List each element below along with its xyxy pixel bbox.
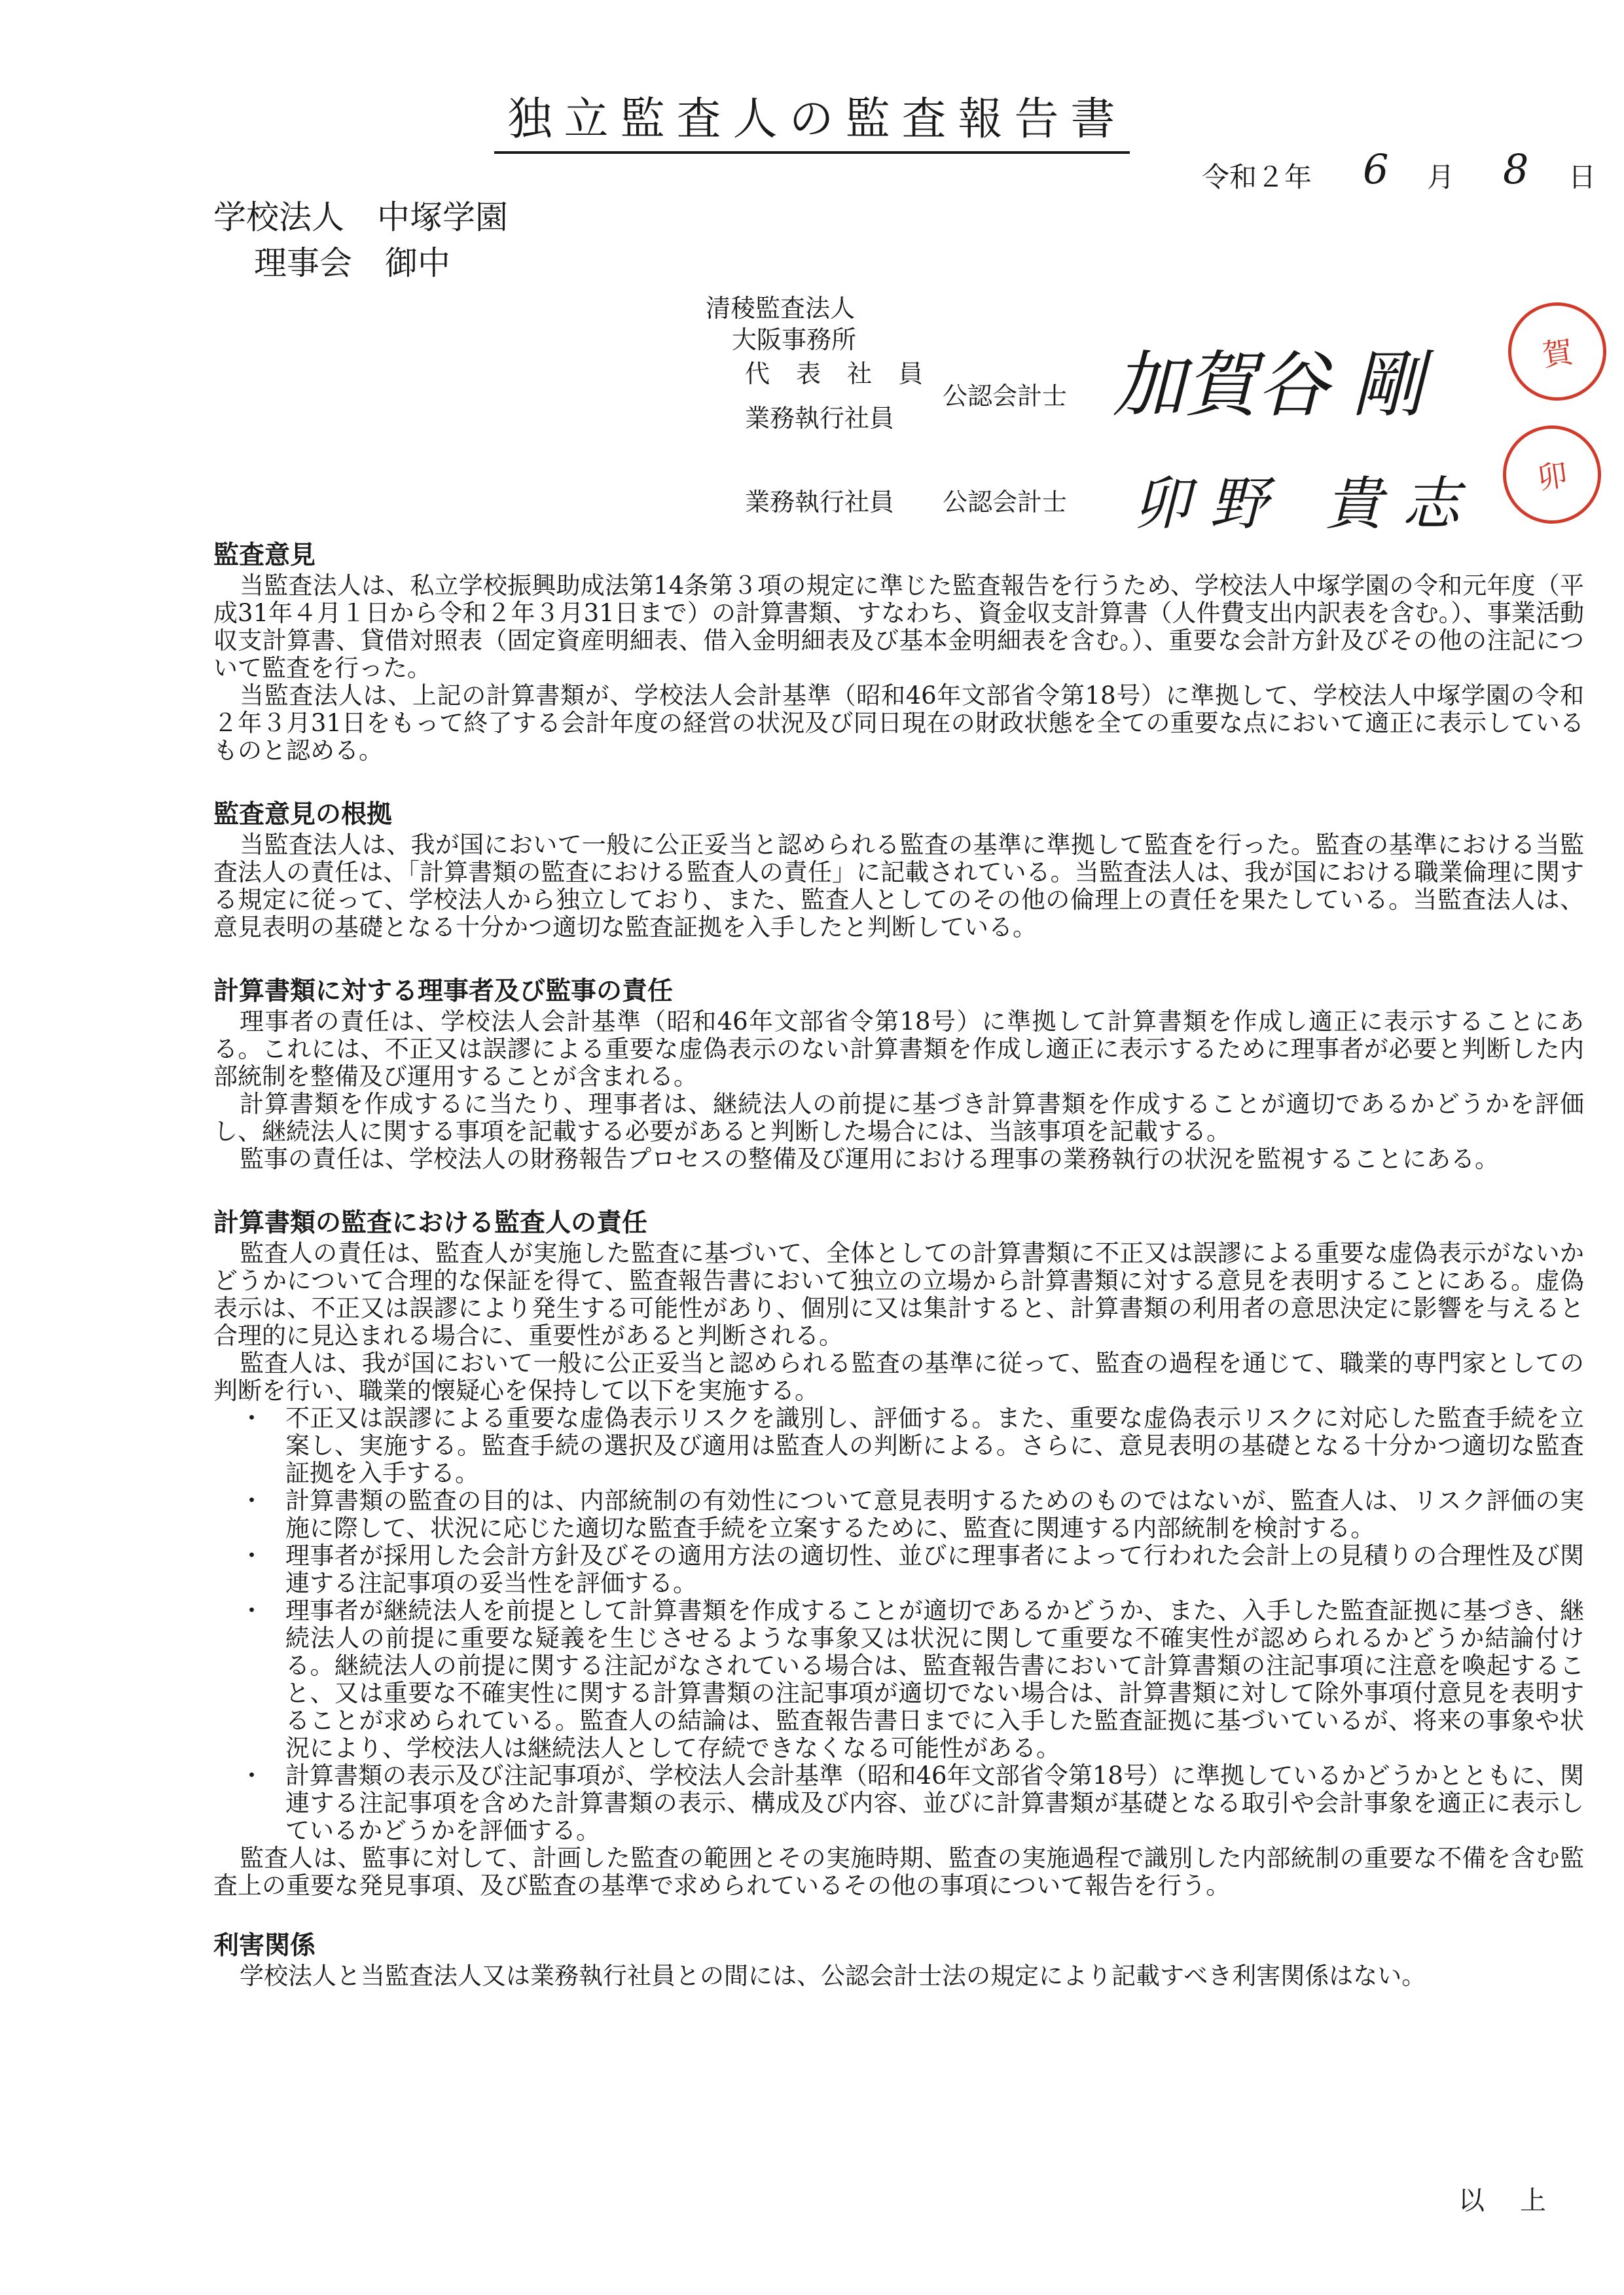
personal-seal-1: 賀 (1502, 296, 1612, 407)
spacer (213, 1900, 1584, 1930)
signature-uno: 卯野 貴志 (1132, 470, 1479, 537)
responsibility-paragraph-1: 理事者の責任は、学校法人会計基準（昭和46年文部省令第18号）に準拠して計算書類を作成し適正に表示することにある。これには、不正又は誤謬による重要な虚偽表示のない計算書類を作成し適正に表示するために理事者が必要と判断した内部統制を整備及び運用することが含まれる。 (213, 1007, 1584, 1091)
heading-basis: 監査意見の根拠 (213, 800, 393, 829)
addressee-org: 学校法人 中塚学園 (213, 198, 508, 236)
heading-interest: 利害関係 (213, 1931, 316, 1961)
addressee-board: 理事会 御中 (254, 244, 450, 282)
auditor-bullet-5: ・ 計算書類の表示及び注記事項が、学校法人会計基準（昭和46年文部省令第18号）に準拠しているかどうかとともに、関連する注記事項を含めた計算書類の表示、構成及び内容、並びに計算書類が基礎となる取引や会計事象を適正に表示しているかどうかを評価する。 (213, 1762, 1584, 1845)
date-day-handwritten: 8 (1503, 145, 1529, 193)
spacer (213, 941, 1584, 975)
interest-paragraph-1: 学校法人と当監査法人又は業務執行社員との間には、公認会計士法の規定により記載すべき利害関係はない。 (240, 1962, 1426, 1990)
date-era: 令和２年 (1202, 161, 1312, 193)
section-opinion (213, 539, 1584, 765)
date-day-unit: 日 (1568, 161, 1597, 193)
section-basis (213, 799, 1584, 941)
firm-name: 清稜監査法人 (706, 294, 856, 323)
signature-kagaya: 加賀谷 剛 (1113, 343, 1424, 427)
auditor-bullet-3: ・ 理事者が採用した会計方針及びその適用方法の適切性、並びに理事者によって行われた会計上の見積りの合理性及び関連する注記事項の妥当性を評価する。 (213, 1542, 1584, 1597)
auditor-bullet-2: ・ 計算書類の監査の目的は、内部統制の有効性について意見表明するためのものではないが、監査人は、リスク評価の実施に際して、状況に応じた適切な監査手続を立案するために、監査に関連する内部統制を検討する。 (213, 1487, 1584, 1542)
report-title: 独立監査人の監査報告書 (0, 84, 1624, 154)
firm-rep-title: 代 表 社 員 (745, 359, 933, 388)
spacer (213, 1173, 1584, 1207)
auditor-paragraph-2: 監査人は、我が国において一般に公正妥当と認められる監査の基準に従って、監査の過程を通じて、職業的専門家としての判断を行い、職業的懐疑心を保持して以下を実施する。 (213, 1349, 1584, 1405)
firm-partner2-title: 業務執行社員 (745, 488, 895, 516)
auditor-paragraph-3: 監査人は、監事に対して、計画した監査の範囲とその実施時期、監査の実施過程で識別した内部統制の重要な不備を含む監査上の重要な発見事項、及び監査の基準で求められているその他の事項について報告を行う。 (213, 1844, 1584, 1900)
report-body (213, 539, 1584, 1990)
responsibility-paragraph-3: 監事の責任は、学校法人の財務報告プロセスの整備及び運用における理事の業務執行の状況を監視することにある。 (240, 1145, 1499, 1173)
responsibility-paragraph-2: 計算書類を作成するに当たり、理事者は、継続法人の前提に基づき計算書類を作成することが適切であるかどうかを評価し、継続法人に関する事項を記載する必要があると判断した場合には、当該事項を記載する。 (213, 1090, 1584, 1146)
date-month-handwritten: 6 (1363, 145, 1389, 193)
opinion-paragraph-2: 当監査法人は、上記の計算書類が、学校法人会計基準（昭和46年文部省令第18号）に準拠して、学校法人中塚学園の令和２年３月31日をもって終了する会計年度の経営の状況及び同日現在の財政状態を全ての重要な点において適正に表示しているものと認める。 (213, 681, 1584, 765)
closing-mark: 以上 (1458, 2186, 1581, 2216)
report-date (1202, 145, 1597, 203)
section-interest (213, 1930, 1584, 1990)
auditor-bullet-4: ・ 理事者が継続法人を前提として計算書類を作成することが適切であるかどうか、また、入手した監査証拠に基づき、継続法人の前提に重要な疑義を生じさせるような事象又は状況に関して重要な不確実性が認められるかどうか結論付ける。継続法人の前提に関する注記がなされている場合は、監査報告書において計算書類の注記事項に注意を喚起すること、又は重要な不確実性に関する計算書類の注記事項が適切でない場合は、計算書類に対して除外事項付意見を表明することが求められている。監査人の結論は、監査報告書日までに入手した監査証拠に基づいているが、将来の事象や状況により、学校法人は継続法人として存続できなくなる可能性がある。 (213, 1597, 1584, 1762)
firm-partner-title: 業務執行社員 (745, 404, 895, 433)
spacer (213, 765, 1584, 799)
heading-opinion: 監査意見 (213, 541, 316, 570)
heading-auditor: 計算書類の監査における監査人の責任 (213, 1208, 648, 1238)
auditor-bullet-1: ・ 不正又は誤謬による重要な虚偽表示リスクを識別し、評価する。また、重要な虚偽表示リスクに対応した監査手続を立案し、実施する。監査手続の選択及び適用は監査人の判断による。さらに、意見表明の基礎となる十分かつ適切な監査証拠を入手する。 (213, 1405, 1584, 1487)
heading-responsibility: 計算書類に対する理事者及び監事の責任 (213, 977, 674, 1006)
firm-cpa-label-2: 公認会計士 (943, 488, 1068, 516)
date-month-unit: 月 (1427, 161, 1455, 193)
opinion-paragraph-1: 当監査法人は、私立学校振興助成法第14条第３項の規定に準じた監査報告を行うため、学校法人中塚学園の令和元年度（平成31年４月１日から令和２年３月31日まで）の計算書類、すなわち、資金収支計算書（人件費支出内訳表を含む。）、事業活動収支計算書、貸借対照表（固定資産明細表、借入金明細表及び基本金明細表を含む。）、重要な会計方針及びその他の注記について監査を行った。 (213, 571, 1584, 682)
section-responsibility (213, 975, 1584, 1173)
section-auditor (213, 1207, 1584, 1900)
firm-office: 大阪事務所 (732, 325, 857, 354)
basis-paragraph-1: 当監査法人は、我が国において一般に公正妥当と認められる監査の基準に準拠して監査を行った。監査の基準における当監査法人の責任は、「計算書類の監査における監査人の責任」に記載されている。当監査法人は、我が国における職業倫理に関する規定に従って、学校法人から独立しており、また、監査人としてのその他の倫理上の責任を果たしている。当監査法人は、意見表明の基礎となる十分かつ適切な監査証拠を入手したと判断している。 (213, 831, 1584, 941)
personal-seal-2: 卯 (1496, 419, 1607, 530)
auditor-paragraph-1: 監査人の責任は、監査人が実施した監査に基づいて、全体としての計算書類に不正又は誤謬による重要な虚偽表示がないかどうかについて合理的な保証を得て、監査報告書において独立の立場から計算書類に対する意見を表明することにある。虚偽表示は、不正又は誤謬により発生する可能性があり、個別に又は集計すると、計算書類の利用者の意思決定に影響を与えると合理的に見込まれる場合に、重要性があると判断される。 (213, 1239, 1584, 1350)
firm-cpa-label: 公認会計士 (943, 382, 1068, 410)
